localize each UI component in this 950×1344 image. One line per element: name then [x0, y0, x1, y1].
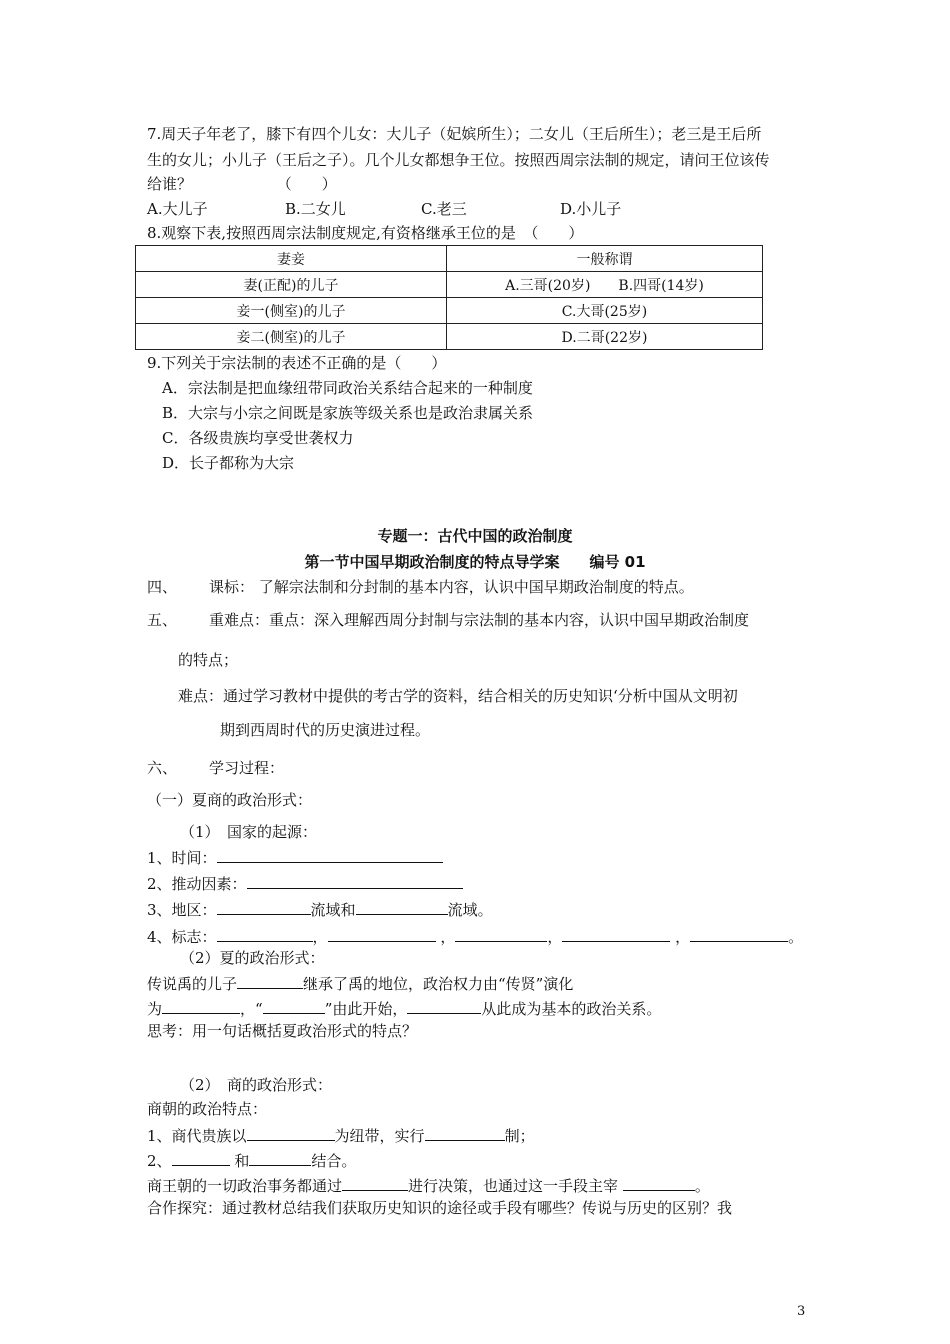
part1-sub3: （2） 商的政治形式：: [180, 1076, 333, 1094]
s6-number: 六、: [147, 759, 178, 777]
blank-field[interactable]: [237, 972, 303, 989]
q9-option-c: C．各级贵族均享受世袭权力: [162, 429, 354, 447]
xia-line2: [147, 997, 661, 1019]
blank-field[interactable]: [217, 846, 443, 863]
q7-line3-text: 给谁？: [147, 175, 193, 193]
xia-line1-b: 继承了禹的地位，政治权力由“传贤”演化: [303, 975, 574, 993]
blank-field[interactable]: [562, 925, 670, 942]
shang-line1-b: 为纽带，实行: [334, 1127, 425, 1145]
s6-row: [147, 758, 285, 778]
part1-sub2: （2）夏的政治形式：: [180, 949, 325, 967]
item1-label: 1、时间：: [147, 849, 217, 867]
shang-line2-a: 2、: [147, 1152, 172, 1170]
q7-option-c: C.老三: [421, 200, 467, 218]
s4-row: [147, 577, 694, 597]
blank-field[interactable]: [342, 1174, 408, 1191]
s4-number: 四、: [147, 578, 178, 596]
think-question: 思考：用一句话概括夏政治形式的特点？: [147, 1022, 418, 1040]
shang-line2: [147, 1149, 356, 1171]
table-cell: A.三哥(20岁) B.四哥(14岁): [447, 272, 763, 298]
blank-field[interactable]: [623, 1174, 695, 1191]
blank-field[interactable]: [356, 898, 448, 915]
blank-field[interactable]: [247, 1124, 335, 1141]
s5-text: 重难点：重点：深入理解西周分封制与宗法制的基本内容，认识中国早期政治制度: [209, 611, 750, 629]
blank-field[interactable]: [407, 997, 481, 1014]
cooperation-question: 合作探究：通过教材总结我们获取历史知识的途径或手段有哪些？传说与历史的区别？我: [147, 1199, 733, 1217]
blank-field[interactable]: [217, 898, 311, 915]
s5-row: [147, 610, 750, 630]
q7-option-d: D.小儿子: [560, 200, 622, 218]
shang-line2-b: 和: [234, 1152, 250, 1170]
xia-line2-c: ”由此开始，: [324, 1000, 408, 1018]
blank-field[interactable]: [162, 997, 240, 1014]
xia-line2-a: 为: [147, 1000, 163, 1018]
s5-text-cont: 的特点；: [178, 651, 239, 669]
item4-label: 4、标志：: [147, 928, 217, 946]
part1-heading: （一）夏商的政治形式：: [147, 791, 313, 809]
blank-field[interactable]: [249, 1149, 311, 1166]
item2-label: 2、推动因素：: [147, 875, 247, 893]
table-row: [136, 298, 763, 324]
q7-line3: [147, 174, 337, 194]
q9-option-a: A．宗法制是把血缘纽带同政治关系结合起来的一种制度: [162, 379, 533, 397]
shang-line3-b: 进行决策，也通过这一手段主宰: [408, 1177, 619, 1195]
table-cell: 妾二(侧室)的儿子: [136, 324, 447, 350]
q7-line2: 生的女儿；小儿子（王后之子）。几个儿女都想争王位。按照西周宗法制的规定，请问王位该传: [147, 151, 770, 169]
page-number: 3: [797, 1304, 806, 1319]
q7-option-a: A.大儿子: [147, 200, 208, 218]
xia-line2-b: ，“: [240, 1000, 263, 1018]
section-title: 专题一：古代中国的政治制度: [377, 527, 573, 545]
table-row: [136, 272, 763, 298]
blank-field[interactable]: [455, 925, 547, 942]
table-cell: C.大哥(25岁): [447, 298, 763, 324]
table-header-cell: 妻妾: [136, 246, 447, 272]
q9-option-d: D．长子都称为大宗: [162, 454, 295, 472]
blank-field[interactable]: [217, 925, 313, 942]
blank-field[interactable]: [172, 1149, 230, 1166]
blank-field[interactable]: [247, 872, 463, 889]
item1-row: [147, 846, 443, 868]
section-subtitle: 第一节中国早期政治制度的特点导学案 编号 01: [304, 553, 646, 571]
blank-field[interactable]: [690, 925, 788, 942]
q7-answer-paren: （ ）: [276, 175, 337, 193]
table-cell: D.二哥(22岁): [447, 324, 763, 350]
table-header-cell: 一般称谓: [447, 246, 763, 272]
s6-text: 学习过程：: [209, 759, 285, 777]
blank-field[interactable]: [328, 925, 436, 942]
blank-field[interactable]: [263, 997, 325, 1014]
shang-line2-c: 结合。: [311, 1152, 357, 1170]
q9-stem: 9.下列关于宗法制的表述不正确的是（ ）: [147, 354, 447, 372]
blank-field[interactable]: [425, 1124, 505, 1141]
xia-line1: [147, 972, 573, 994]
q7-option-b: B.二女儿: [285, 200, 346, 218]
item3-end: 流域。: [447, 901, 493, 919]
s5-difficulty-cont: 期到西周时代的历史演进过程。: [220, 721, 431, 739]
shang-line3: [147, 1174, 710, 1196]
shang-line1-a: 1、商代贵族以: [147, 1127, 247, 1145]
item3-row: [147, 898, 493, 920]
item4-row: 4、标志： ， ， ， ， 。: [147, 925, 803, 947]
xia-line1-a: 传说禹的儿子: [147, 975, 238, 993]
item3-label: 3、地区：: [147, 901, 217, 919]
item3-mid: 流域和: [310, 901, 356, 919]
q8-stem: 8.观察下表,按照西周宗法制度规定,有资格继承王位的是 （ ）: [147, 224, 584, 242]
shang-line3-c: 。: [694, 1177, 710, 1195]
table-header-row: [136, 246, 763, 272]
shang-line3-a: 商王朝的一切政治事务都通过: [147, 1177, 343, 1195]
q9-option-b: B．大宗与小宗之间既是家族等级关系也是政治隶属关系: [162, 404, 534, 422]
shang-line1: [147, 1124, 535, 1146]
table-cell: 妾一(侧室)的儿子: [136, 298, 447, 324]
table-row: [136, 324, 763, 350]
q8-table: [135, 245, 763, 350]
table-cell: 妻(正配)的儿子: [136, 272, 447, 298]
item2-row: [147, 872, 463, 894]
q7-line1: 7.周天子年老了，膝下有四个儿女：大儿子（妃嫔所生）；二女儿（王后所生）；老三是王后所: [147, 125, 762, 143]
s5-number: 五、: [147, 611, 178, 629]
s4-text: 课标： 了解宗法制和分封制的基本内容，认识中国早期政治制度的特点。: [209, 578, 694, 596]
s5-difficulty: 难点：通过学习教材中提供的考古学的资料，结合相关的历史知识‘分析中国从文明初: [178, 687, 738, 705]
shang-line1-c: 制；: [504, 1127, 535, 1145]
part1-sub1: （1） 国家的起源：: [180, 823, 318, 841]
xia-line2-d: 从此成为基本的政治关系。: [481, 1000, 662, 1018]
shang-title: 商朝的政治特点：: [147, 1100, 268, 1118]
